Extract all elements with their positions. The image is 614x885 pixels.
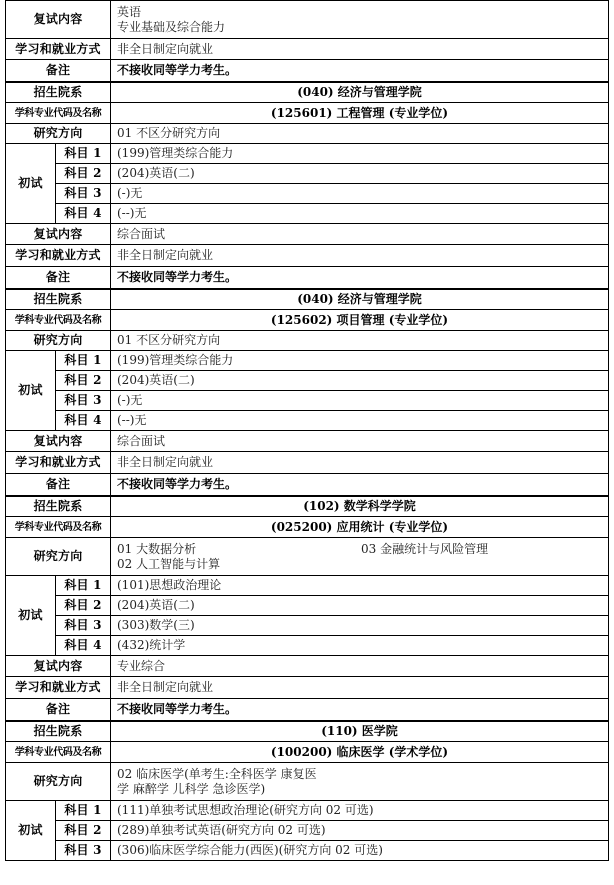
direction-value: 01 不区分研究方向	[111, 124, 609, 144]
retest-row	[6, 431, 609, 452]
major-label: 学科专业代码及名称	[6, 103, 111, 124]
subject-row	[6, 821, 609, 841]
retest-row	[6, 1, 609, 39]
mode-label: 学习和就业方式	[6, 677, 111, 699]
school-value: (102) 数学科学学院	[111, 496, 609, 517]
subject-value: (306)临床医学综合能力(西医)(研究方向 02 可选)	[111, 841, 609, 861]
note-label: 备注	[6, 267, 111, 289]
subject-value: (289)单独考试英语(研究方向 02 可选)	[111, 821, 609, 841]
subject-value: (204)英语(二)	[111, 596, 609, 616]
direction-line	[117, 542, 605, 557]
school-label: 招生院系	[6, 82, 111, 103]
subject-row	[6, 184, 609, 204]
major-label: 学科专业代码及名称	[6, 517, 111, 538]
note-row	[6, 699, 609, 721]
major-row	[6, 310, 609, 331]
mode-value: 非全日制定向就业	[111, 39, 609, 60]
subject-label: 科目 4	[56, 411, 111, 431]
subject-value: (-)无	[111, 184, 609, 204]
subject-row	[6, 144, 609, 164]
direction-item: 03 金融统计与风险管理	[361, 541, 489, 556]
subject-value: (204)英语(二)	[111, 164, 609, 184]
major-row	[6, 517, 609, 538]
subject-row	[6, 411, 609, 431]
subject-label: 科目 2	[56, 371, 111, 391]
subject-label: 科目 3	[56, 841, 111, 861]
direction-row	[6, 538, 609, 576]
direction-item: 01 大数据分析	[117, 541, 197, 556]
retest-label: 复试内容	[6, 656, 111, 677]
retest-value: 综合面试	[111, 431, 609, 452]
exam-label: 初试	[6, 144, 56, 224]
direction-line: 02 临床医学(单考生:全科医学 康复医	[117, 766, 317, 781]
direction-row	[6, 331, 609, 351]
school-row	[6, 289, 609, 310]
subject-row	[6, 616, 609, 636]
subject-row	[6, 636, 609, 656]
mode-label: 学习和就业方式	[6, 452, 111, 474]
mode-label: 学习和就业方式	[6, 39, 111, 60]
subject-value: (--)无	[111, 411, 609, 431]
subject-row	[6, 164, 609, 184]
major-row	[6, 103, 609, 124]
direction-line: 学 麻醉学 儿科学 急诊医学)	[117, 781, 266, 796]
major-label: 学科专业代码及名称	[6, 742, 111, 763]
subject-label: 科目 2	[56, 596, 111, 616]
note-label: 备注	[6, 699, 111, 721]
major-label: 学科专业代码及名称	[6, 310, 111, 331]
subject-value: (204)英语(二)	[111, 371, 609, 391]
subject-row	[6, 596, 609, 616]
exam-label: 初试	[6, 576, 56, 656]
note-value: 不接收同等学力考生。	[111, 474, 609, 496]
direction-value: 01 不区分研究方向	[111, 331, 609, 351]
school-row	[6, 82, 609, 103]
direction-value	[111, 538, 609, 576]
direction-label: 研究方向	[6, 331, 111, 351]
direction-value	[111, 763, 609, 801]
major-row	[6, 742, 609, 763]
subject-row	[6, 801, 609, 821]
exam-label: 初试	[6, 801, 56, 861]
subject-label: 科目 4	[56, 636, 111, 656]
school-row	[6, 721, 609, 742]
retest-label: 复试内容	[6, 224, 111, 245]
subject-value: (--)无	[111, 204, 609, 224]
subject-label: 科目 4	[56, 204, 111, 224]
major-value: (125601) 工程管理 (专业学位)	[111, 103, 609, 124]
subject-value: (303)数学(三)	[111, 616, 609, 636]
note-row	[6, 60, 609, 82]
subject-label: 科目 1	[56, 144, 111, 164]
school-row	[6, 496, 609, 517]
school-value: (040) 经济与管理学院	[111, 289, 609, 310]
subject-value: (199)管理类综合能力	[111, 144, 609, 164]
direction-item: 02 人工智能与计算	[117, 556, 221, 571]
direction-label: 研究方向	[6, 538, 111, 576]
mode-row	[6, 677, 609, 699]
subject-value: (199)管理类综合能力	[111, 351, 609, 371]
subject-label: 科目 3	[56, 616, 111, 636]
subject-label: 科目 1	[56, 801, 111, 821]
retest-row	[6, 656, 609, 677]
direction-row	[6, 124, 609, 144]
subject-value: (432)统计学	[111, 636, 609, 656]
subject-label: 科目 2	[56, 821, 111, 841]
retest-line: 英语	[117, 4, 142, 19]
school-value: (110) 医学院	[111, 721, 609, 742]
major-value: (025200) 应用统计 (专业学位)	[111, 517, 609, 538]
retest-line: 专业基础及综合能力	[117, 19, 226, 34]
mode-row	[6, 452, 609, 474]
direction-label: 研究方向	[6, 763, 111, 801]
note-value: 不接收同等学力考生。	[111, 699, 609, 721]
retest-label: 复试内容	[6, 1, 111, 39]
school-value: (040) 经济与管理学院	[111, 82, 609, 103]
subject-label: 科目 3	[56, 184, 111, 204]
note-label: 备注	[6, 474, 111, 496]
major-value: (100200) 临床医学 (学术学位)	[111, 742, 609, 763]
mode-value: 非全日制定向就业	[111, 677, 609, 699]
retest-label: 复试内容	[6, 431, 111, 452]
admissions-table-page	[5, 0, 608, 861]
school-label: 招生院系	[6, 721, 111, 742]
note-row	[6, 474, 609, 496]
subject-row	[6, 391, 609, 411]
mode-value: 非全日制定向就业	[111, 245, 609, 267]
admissions-table	[5, 0, 609, 861]
mode-row	[6, 245, 609, 267]
retest-value: 综合面试	[111, 224, 609, 245]
subject-row	[6, 204, 609, 224]
school-label: 招生院系	[6, 289, 111, 310]
direction-row	[6, 763, 609, 801]
subject-row	[6, 841, 609, 861]
note-value: 不接收同等学力考生。	[111, 60, 609, 82]
subject-value: (101)思想政治理论	[111, 576, 609, 596]
exam-label: 初试	[6, 351, 56, 431]
subject-row	[6, 371, 609, 391]
subject-row	[6, 576, 609, 596]
subject-row	[6, 351, 609, 371]
mode-value: 非全日制定向就业	[111, 452, 609, 474]
retest-row	[6, 224, 609, 245]
subject-label: 科目 3	[56, 391, 111, 411]
retest-value	[111, 1, 609, 39]
subject-label: 科目 2	[56, 164, 111, 184]
note-value: 不接收同等学力考生。	[111, 267, 609, 289]
subject-value: (-)无	[111, 391, 609, 411]
subject-label: 科目 1	[56, 576, 111, 596]
mode-label: 学习和就业方式	[6, 245, 111, 267]
direction-label: 研究方向	[6, 124, 111, 144]
subject-label: 科目 1	[56, 351, 111, 371]
major-value: (125602) 项目管理 (专业学位)	[111, 310, 609, 331]
note-row	[6, 267, 609, 289]
retest-value: 专业综合	[111, 656, 609, 677]
school-label: 招生院系	[6, 496, 111, 517]
mode-row	[6, 39, 609, 60]
note-label: 备注	[6, 60, 111, 82]
subject-value: (111)单独考试思想政治理论(研究方向 02 可选)	[111, 801, 609, 821]
